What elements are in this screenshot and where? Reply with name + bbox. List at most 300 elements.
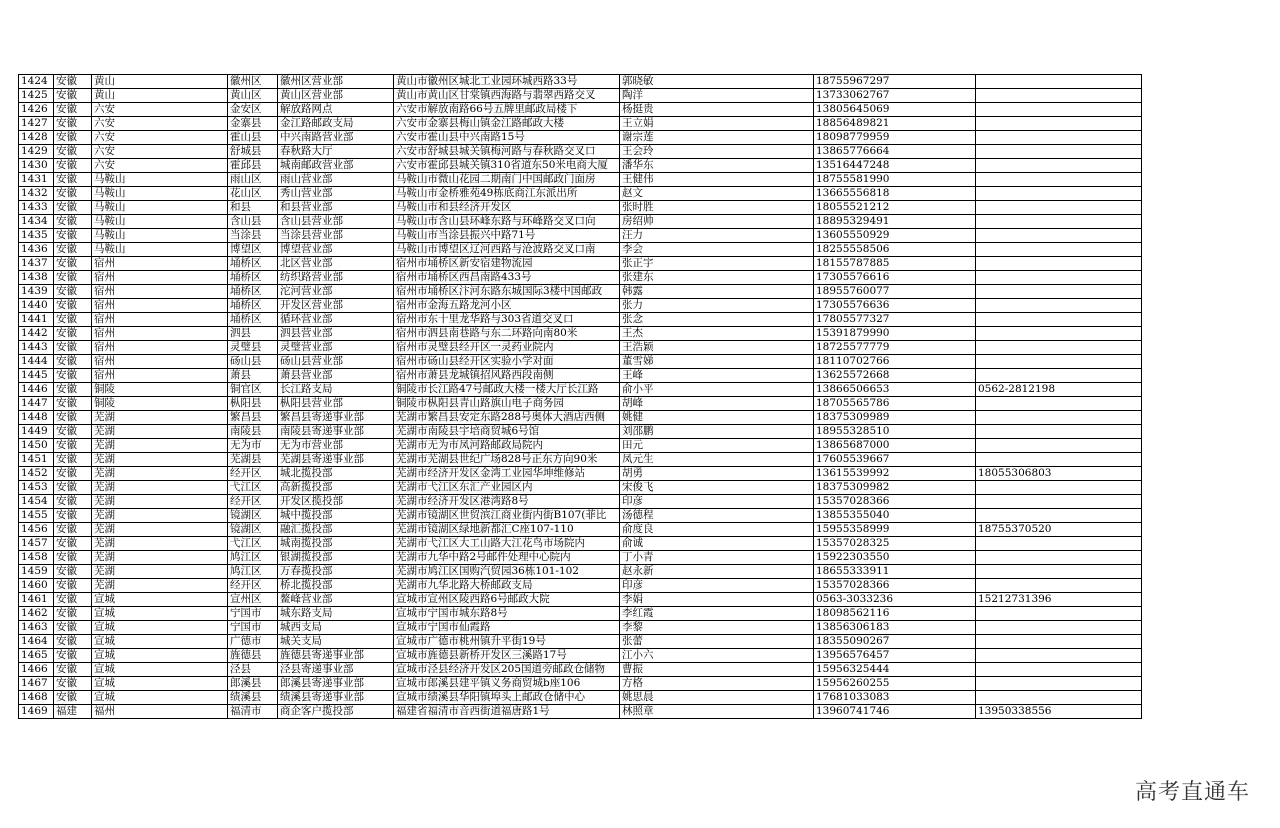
unit-cell: 沱河营业部 xyxy=(278,285,394,299)
district-cell: 当涂县 xyxy=(228,229,278,243)
table-row xyxy=(19,649,1142,663)
phone-cell: 15357028366 xyxy=(814,579,976,593)
phone-cell: 15357028325 xyxy=(814,537,976,551)
address-cell: 马鞍山市当涂县振兴中路71号 xyxy=(394,229,620,243)
district-cell: 宁国市 xyxy=(228,621,278,635)
district-cell: 黄山区 xyxy=(228,89,278,103)
phone2-cell xyxy=(976,425,1142,439)
phone2-cell xyxy=(976,103,1142,117)
contact-cell: 姚健 xyxy=(620,411,814,425)
row-number: 1451 xyxy=(19,453,54,467)
row-number: 1425 xyxy=(19,89,54,103)
watermark-text: 高考直通车 xyxy=(1134,780,1250,805)
table-row xyxy=(19,103,1142,117)
row-number: 1457 xyxy=(19,537,54,551)
phone-cell: 17305576616 xyxy=(814,271,976,285)
table-row xyxy=(19,705,1142,719)
unit-cell: 当涂县营业部 xyxy=(278,229,394,243)
city-cell: 芜湖 xyxy=(92,411,228,425)
city-cell: 马鞍山 xyxy=(92,229,228,243)
row-number: 1436 xyxy=(19,243,54,257)
address-cell: 六安市霍邱县城关镇310省道东50米电商大厦 xyxy=(394,159,620,173)
district-cell: 埇桥区 xyxy=(228,299,278,313)
district-cell: 镜湖区 xyxy=(228,523,278,537)
district-cell: 霍邱县 xyxy=(228,159,278,173)
unit-cell: 城关支局 xyxy=(278,635,394,649)
unit-cell: 萧县营业部 xyxy=(278,369,394,383)
city-cell: 宿州 xyxy=(92,327,228,341)
district-cell: 弋江区 xyxy=(228,537,278,551)
table-row xyxy=(19,327,1142,341)
district-cell: 广德市 xyxy=(228,635,278,649)
phone-cell: 13956576457 xyxy=(814,649,976,663)
phone-cell: 13866506653 xyxy=(814,383,976,397)
province-cell: 安徽 xyxy=(54,439,92,453)
table-row xyxy=(19,523,1142,537)
contact-cell: 李会 xyxy=(620,243,814,257)
phone2-cell xyxy=(976,649,1142,663)
phone2-cell xyxy=(976,411,1142,425)
unit-cell: 城中揽投部 xyxy=(278,509,394,523)
address-cell: 六安市金寨县梅山镇金江路邮政大楼 xyxy=(394,117,620,131)
phone2-cell xyxy=(976,285,1142,299)
row-number: 1434 xyxy=(19,215,54,229)
district-cell: 福清市 xyxy=(228,705,278,719)
phone2-cell: 0562-2812198 xyxy=(976,383,1142,397)
table-row xyxy=(19,621,1142,635)
row-number: 1444 xyxy=(19,355,54,369)
table-row xyxy=(19,369,1142,383)
contact-cell: 张念 xyxy=(620,313,814,327)
phone2-cell xyxy=(976,75,1142,89)
province-cell: 安徽 xyxy=(54,117,92,131)
contact-cell: 张力 xyxy=(620,299,814,313)
district-cell: 舒城县 xyxy=(228,145,278,159)
phone2-cell xyxy=(976,229,1142,243)
city-cell: 芜湖 xyxy=(92,509,228,523)
phone2-cell: 18755370520 xyxy=(976,523,1142,537)
city-cell: 宿州 xyxy=(92,257,228,271)
contact-cell: 王峰 xyxy=(620,369,814,383)
contact-cell: 汤德程 xyxy=(620,509,814,523)
district-cell: 郎溪县 xyxy=(228,677,278,691)
unit-cell: 循环营业部 xyxy=(278,313,394,327)
city-cell: 黄山 xyxy=(92,75,228,89)
contact-cell: 印彦 xyxy=(620,579,814,593)
phone-cell: 18375309982 xyxy=(814,481,976,495)
phone2-cell: 18055306803 xyxy=(976,467,1142,481)
address-cell: 六安市舒城县城关镇梅河路与春秋路交叉口 xyxy=(394,145,620,159)
city-cell: 芜湖 xyxy=(92,425,228,439)
table-row xyxy=(19,341,1142,355)
unit-cell: 解放路网点 xyxy=(278,103,394,117)
unit-cell: 开发区揽投部 xyxy=(278,495,394,509)
row-number: 1437 xyxy=(19,257,54,271)
district-cell: 和县 xyxy=(228,201,278,215)
address-cell: 马鞍山市金桥雅苑49栋底商江东派出所 xyxy=(394,187,620,201)
unit-cell: 城南揽投部 xyxy=(278,537,394,551)
district-cell: 金安区 xyxy=(228,103,278,117)
contact-cell: 房绍帅 xyxy=(620,215,814,229)
address-cell: 芜湖市南陵县宇培商贸城6号馆 xyxy=(394,425,620,439)
phone2-cell xyxy=(976,691,1142,705)
phone-cell: 18856489821 xyxy=(814,117,976,131)
city-cell: 宿州 xyxy=(92,369,228,383)
row-number: 1433 xyxy=(19,201,54,215)
phone2-cell xyxy=(976,495,1142,509)
row-number: 1465 xyxy=(19,649,54,663)
address-cell: 黄山市徽州区城北工业园环城西路33号 xyxy=(394,75,620,89)
province-cell: 安徽 xyxy=(54,201,92,215)
table-row xyxy=(19,355,1142,369)
city-cell: 宿州 xyxy=(92,285,228,299)
address-cell: 芜湖市经济开发区金湾工业园华坤维修站 xyxy=(394,467,620,481)
contact-cell: 俞度良 xyxy=(620,523,814,537)
address-cell: 宣城市宣州区陵西路6号邮政大院 xyxy=(394,593,620,607)
table-row xyxy=(19,579,1142,593)
unit-cell: 繁昌县寄递事业部 xyxy=(278,411,394,425)
province-cell: 福建 xyxy=(54,705,92,719)
phone-cell: 18098779959 xyxy=(814,131,976,145)
district-cell: 萧县 xyxy=(228,369,278,383)
row-number: 1428 xyxy=(19,131,54,145)
phone2-cell xyxy=(976,243,1142,257)
district-cell: 含山县 xyxy=(228,215,278,229)
contact-cell: 宋俊飞 xyxy=(620,481,814,495)
contact-cell: 印彦 xyxy=(620,495,814,509)
phone2-cell xyxy=(976,89,1142,103)
province-cell: 安徽 xyxy=(54,537,92,551)
district-cell: 旌德县 xyxy=(228,649,278,663)
phone-cell: 13865687000 xyxy=(814,439,976,453)
city-cell: 六安 xyxy=(92,145,228,159)
phone-cell: 15956325444 xyxy=(814,663,976,677)
city-cell: 芜湖 xyxy=(92,565,228,579)
phone2-cell xyxy=(976,299,1142,313)
table-row xyxy=(19,173,1142,187)
phone2-cell xyxy=(976,677,1142,691)
unit-cell: 城东路支局 xyxy=(278,607,394,621)
contact-cell: 汪力 xyxy=(620,229,814,243)
phone-cell: 13516447248 xyxy=(814,159,976,173)
table-row xyxy=(19,243,1142,257)
province-cell: 安徽 xyxy=(54,523,92,537)
unit-cell: 纺织路营业部 xyxy=(278,271,394,285)
district-cell: 博望区 xyxy=(228,243,278,257)
city-cell: 芜湖 xyxy=(92,467,228,481)
unit-cell: 旌德县寄递事业部 xyxy=(278,649,394,663)
unit-cell: 商企客户揽投部 xyxy=(278,705,394,719)
row-number: 1466 xyxy=(19,663,54,677)
province-cell: 安徽 xyxy=(54,621,92,635)
table-row xyxy=(19,677,1142,691)
province-cell: 安徽 xyxy=(54,75,92,89)
city-cell: 宿州 xyxy=(92,313,228,327)
unit-cell: 银湖揽投部 xyxy=(278,551,394,565)
row-number: 1424 xyxy=(19,75,54,89)
province-cell: 安徽 xyxy=(54,635,92,649)
row-number: 1452 xyxy=(19,467,54,481)
unit-cell: 泾县寄递事业部 xyxy=(278,663,394,677)
row-number: 1464 xyxy=(19,635,54,649)
data-table xyxy=(18,74,1142,719)
contact-cell: 张蕾 xyxy=(620,635,814,649)
phone2-cell xyxy=(976,551,1142,565)
contact-cell: 王浩颖 xyxy=(620,341,814,355)
contact-cell: 董雪娣 xyxy=(620,355,814,369)
address-cell: 宿州市东十里龙华路与303省道交叉口 xyxy=(394,313,620,327)
city-cell: 芜湖 xyxy=(92,439,228,453)
phone2-cell xyxy=(976,453,1142,467)
contact-cell: 张建东 xyxy=(620,271,814,285)
unit-cell: 开发区营业部 xyxy=(278,299,394,313)
city-cell: 马鞍山 xyxy=(92,187,228,201)
province-cell: 安徽 xyxy=(54,243,92,257)
phone-cell: 17681033083 xyxy=(814,691,976,705)
district-cell: 鸠江区 xyxy=(228,551,278,565)
phone-cell: 13733062767 xyxy=(814,89,976,103)
province-cell: 安徽 xyxy=(54,453,92,467)
table-row xyxy=(19,635,1142,649)
phone-cell: 17805577327 xyxy=(814,313,976,327)
district-cell: 繁昌县 xyxy=(228,411,278,425)
address-cell: 芜湖市繁昌县安定东路288号奥体大酒店西侧 xyxy=(394,411,620,425)
address-cell: 宿州市灵璧县经开区一灵药业院内 xyxy=(394,341,620,355)
unit-cell: 秀山营业部 xyxy=(278,187,394,201)
table-row xyxy=(19,397,1142,411)
unit-cell: 枞阳县营业部 xyxy=(278,397,394,411)
row-number: 1427 xyxy=(19,117,54,131)
address-cell: 六安市解放南路66号五牌里邮政局楼下 xyxy=(394,103,620,117)
unit-cell: 绩溪县寄递事业部 xyxy=(278,691,394,705)
row-number: 1449 xyxy=(19,425,54,439)
district-cell: 无为市 xyxy=(228,439,278,453)
row-number: 1468 xyxy=(19,691,54,705)
row-number: 1443 xyxy=(19,341,54,355)
province-cell: 安徽 xyxy=(54,313,92,327)
city-cell: 芜湖 xyxy=(92,481,228,495)
row-number: 1463 xyxy=(19,621,54,635)
phone-cell: 18725577779 xyxy=(814,341,976,355)
district-cell: 徽州区 xyxy=(228,75,278,89)
district-cell: 埇桥区 xyxy=(228,313,278,327)
contact-cell: 江小六 xyxy=(620,649,814,663)
phone-cell: 18895329491 xyxy=(814,215,976,229)
address-cell: 宣城市广德市桃州镇升平街19号 xyxy=(394,635,620,649)
row-number: 1458 xyxy=(19,551,54,565)
phone-cell: 13625572668 xyxy=(814,369,976,383)
contact-cell: 李娟 xyxy=(620,593,814,607)
phone-cell: 13615539992 xyxy=(814,467,976,481)
phone2-cell: 15212731396 xyxy=(976,593,1142,607)
city-cell: 马鞍山 xyxy=(92,215,228,229)
phone-cell: 17605539667 xyxy=(814,453,976,467)
district-cell: 宣州区 xyxy=(228,593,278,607)
contact-cell: 胡勇 xyxy=(620,467,814,481)
row-number: 1462 xyxy=(19,607,54,621)
province-cell: 安徽 xyxy=(54,509,92,523)
address-cell: 马鞍山市博望区辽河西路与沧波路交叉口南 xyxy=(394,243,620,257)
address-cell: 宿州市砀山县经开区实验小学对面 xyxy=(394,355,620,369)
phone-cell: 13665556818 xyxy=(814,187,976,201)
phone2-cell xyxy=(976,187,1142,201)
phone2-cell xyxy=(976,271,1142,285)
row-number: 1426 xyxy=(19,103,54,117)
table-row xyxy=(19,411,1142,425)
unit-cell: 含山县营业部 xyxy=(278,215,394,229)
contact-cell: 林照章 xyxy=(620,705,814,719)
province-cell: 安徽 xyxy=(54,383,92,397)
city-cell: 宿州 xyxy=(92,355,228,369)
phone2-cell xyxy=(976,369,1142,383)
district-cell: 经开区 xyxy=(228,467,278,481)
province-cell: 安徽 xyxy=(54,565,92,579)
contact-cell: 胡峰 xyxy=(620,397,814,411)
province-cell: 安徽 xyxy=(54,285,92,299)
address-cell: 马鞍山市和县经济开发区 xyxy=(394,201,620,215)
district-cell: 枞阳县 xyxy=(228,397,278,411)
row-number: 1460 xyxy=(19,579,54,593)
province-cell: 安徽 xyxy=(54,145,92,159)
row-number: 1430 xyxy=(19,159,54,173)
city-cell: 宣城 xyxy=(92,635,228,649)
phone-cell: 13855355040 xyxy=(814,509,976,523)
city-cell: 福州 xyxy=(92,705,228,719)
contact-cell: 姚思晨 xyxy=(620,691,814,705)
province-cell: 安徽 xyxy=(54,229,92,243)
phone2-cell xyxy=(976,117,1142,131)
address-cell: 宣城市泾县经济开发区205国道旁邮政仓储物 xyxy=(394,663,620,677)
province-cell: 安徽 xyxy=(54,187,92,201)
unit-cell: 金江路邮政支局 xyxy=(278,117,394,131)
address-cell: 黄山市黄山区甘棠镇西海路与翡翠西路交叉 xyxy=(394,89,620,103)
contact-cell: 张正宇 xyxy=(620,257,814,271)
contact-cell: 刘邵鹏 xyxy=(620,425,814,439)
table-row xyxy=(19,495,1142,509)
contact-cell: 赵永新 xyxy=(620,565,814,579)
address-cell: 芜湖市九华北路大桥邮政支局 xyxy=(394,579,620,593)
province-cell: 安徽 xyxy=(54,257,92,271)
district-cell: 经开区 xyxy=(228,495,278,509)
row-number: 1469 xyxy=(19,705,54,719)
contact-cell: 李黎 xyxy=(620,621,814,635)
district-cell: 雨山区 xyxy=(228,173,278,187)
table-row xyxy=(19,481,1142,495)
city-cell: 宣城 xyxy=(92,607,228,621)
unit-cell: 博望营业部 xyxy=(278,243,394,257)
table-row xyxy=(19,271,1142,285)
row-number: 1450 xyxy=(19,439,54,453)
table-row xyxy=(19,663,1142,677)
city-cell: 宿州 xyxy=(92,271,228,285)
address-cell: 宿州市埇桥区新安宿建物流园 xyxy=(394,257,620,271)
address-cell: 福建省福清市音西街道福唐路1号 xyxy=(394,705,620,719)
province-cell: 安徽 xyxy=(54,481,92,495)
city-cell: 宿州 xyxy=(92,299,228,313)
unit-cell: 灵璧营业部 xyxy=(278,341,394,355)
unit-cell: 高新揽投部 xyxy=(278,481,394,495)
unit-cell: 万春揽投部 xyxy=(278,565,394,579)
table-row xyxy=(19,89,1142,103)
row-number: 1431 xyxy=(19,173,54,187)
phone2-cell xyxy=(976,341,1142,355)
row-number: 1455 xyxy=(19,509,54,523)
province-cell: 安徽 xyxy=(54,649,92,663)
phone-cell: 18655333911 xyxy=(814,565,976,579)
phone-cell: 18755967297 xyxy=(814,75,976,89)
address-cell: 芜湖市弋江区东汇产业园区内 xyxy=(394,481,620,495)
province-cell: 安徽 xyxy=(54,341,92,355)
phone2-cell xyxy=(976,621,1142,635)
table-row xyxy=(19,453,1142,467)
contact-cell: 俞诚 xyxy=(620,537,814,551)
address-cell: 宿州市埇桥区西昌南路433号 xyxy=(394,271,620,285)
table-row xyxy=(19,131,1142,145)
phone2-cell xyxy=(976,159,1142,173)
row-number: 1459 xyxy=(19,565,54,579)
unit-cell: 北区营业部 xyxy=(278,257,394,271)
contact-cell: 郭晓敏 xyxy=(620,75,814,89)
contact-cell: 王立娟 xyxy=(620,117,814,131)
district-cell: 芜湖县 xyxy=(228,453,278,467)
phone2-cell xyxy=(976,313,1142,327)
table-row xyxy=(19,215,1142,229)
province-cell: 安徽 xyxy=(54,663,92,677)
city-cell: 宣城 xyxy=(92,663,228,677)
address-cell: 芜湖市镜湖区绿地新都汇C座107-110 xyxy=(394,523,620,537)
unit-cell: 长江路支局 xyxy=(278,383,394,397)
province-cell: 安徽 xyxy=(54,369,92,383)
district-cell: 灵璧县 xyxy=(228,341,278,355)
city-cell: 芜湖 xyxy=(92,579,228,593)
province-cell: 安徽 xyxy=(54,579,92,593)
table-row xyxy=(19,187,1142,201)
province-cell: 安徽 xyxy=(54,425,92,439)
district-cell: 鸠江区 xyxy=(228,565,278,579)
unit-cell: 城南邮政营业部 xyxy=(278,159,394,173)
phone-cell: 15956260255 xyxy=(814,677,976,691)
table-row xyxy=(19,145,1142,159)
province-cell: 安徽 xyxy=(54,327,92,341)
province-cell: 安徽 xyxy=(54,103,92,117)
phone2-cell: 13950338556 xyxy=(976,705,1142,719)
phone-cell: 18055521212 xyxy=(814,201,976,215)
row-number: 1456 xyxy=(19,523,54,537)
contact-cell: 丁小青 xyxy=(620,551,814,565)
address-cell: 宣城市绩溪县华阳镇埠头上邮政仓储中心 xyxy=(394,691,620,705)
city-cell: 铜陵 xyxy=(92,383,228,397)
row-number: 1446 xyxy=(19,383,54,397)
unit-cell: 春秋路大厅 xyxy=(278,145,394,159)
city-cell: 马鞍山 xyxy=(92,201,228,215)
address-cell: 宣城市旌德县新桥开发区三溪路17号 xyxy=(394,649,620,663)
phone2-cell xyxy=(976,607,1142,621)
province-cell: 安徽 xyxy=(54,299,92,313)
city-cell: 宣城 xyxy=(92,649,228,663)
contact-cell: 谢宗莲 xyxy=(620,131,814,145)
city-cell: 黄山 xyxy=(92,89,228,103)
contact-cell: 杨挺贵 xyxy=(620,103,814,117)
city-cell: 芜湖 xyxy=(92,537,228,551)
contact-cell: 张时胜 xyxy=(620,201,814,215)
phone-cell: 13960741746 xyxy=(814,705,976,719)
province-cell: 安徽 xyxy=(54,271,92,285)
city-cell: 六安 xyxy=(92,131,228,145)
phone-cell: 15357028366 xyxy=(814,495,976,509)
table-row xyxy=(19,565,1142,579)
phone-cell: 13865776664 xyxy=(814,145,976,159)
city-cell: 芜湖 xyxy=(92,523,228,537)
